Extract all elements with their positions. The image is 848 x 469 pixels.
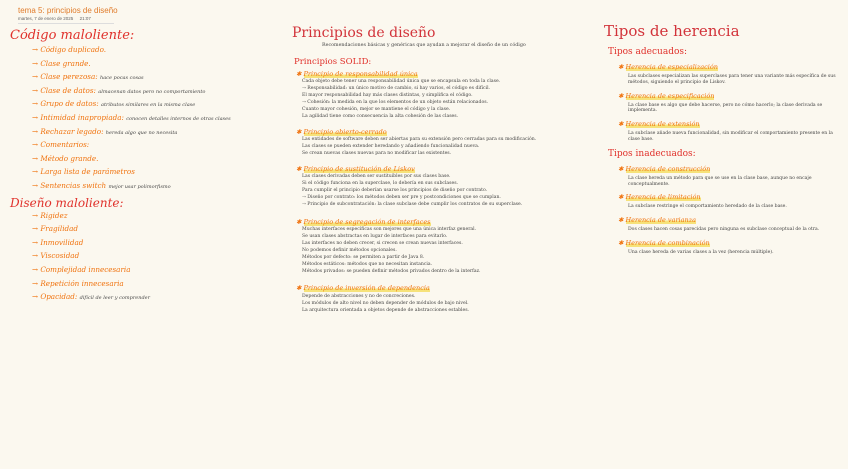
- principle-section: [292, 218, 590, 275]
- header-divider: [18, 23, 114, 24]
- principle-title: Principio de inversión de dependencia: [303, 284, 430, 293]
- arrow-icon: →: [32, 180, 41, 190]
- star-icon: ✱: [296, 69, 304, 78]
- item-label: Fragilidad: [40, 224, 79, 234]
- code-smell-item: [32, 112, 280, 126]
- page-title: tema 5: principios de diseño: [18, 6, 118, 15]
- item-label: Clase grande.: [40, 58, 91, 68]
- item-label: Intimidad inapropiada:: [40, 112, 124, 122]
- bad-design-item: [32, 237, 280, 251]
- principle-line: Muchas interfaces específicas son mejores que una única interfaz general.: [302, 226, 477, 232]
- principle-line: Para cumplir el principio deberían usarse los principios de diseño por contrato.: [302, 187, 488, 193]
- principle-section: [292, 165, 590, 208]
- principle-line: → Responsabilidad: un único motivo de cambio, si hay varios, el código es difícil.: [302, 85, 491, 91]
- date-text: martes, 7 de enero de 2025: [18, 16, 74, 21]
- adequate-title: Tipos adecuados:: [608, 47, 688, 57]
- principle-line: El mayor responsabilidad hay más clases distintas, y simplifica el código.: [302, 92, 473, 98]
- code-smells-list: [32, 44, 280, 194]
- principle-line: Cada objeto debe tener una responsabilidad única que se encapsula en toda la clase.: [302, 78, 501, 84]
- item-note: almacenan datos pero no comportamiento: [98, 88, 206, 95]
- principle-line: → Principio de subcontratación: la clase subclase debe cumplir los contratos de su superclase.: [302, 201, 523, 207]
- arrow-icon: →: [32, 278, 41, 288]
- page-date: [18, 16, 118, 21]
- star-icon: ✱: [618, 120, 626, 129]
- principle-line: → Diseño por contrato: los métodos deben ser pre y postcondiciones que se cumplan.: [302, 194, 501, 200]
- principle-line: → Cohesión: la medida en la que los elementos de un objeto están relacionados.: [302, 99, 489, 105]
- star-icon: ✱: [618, 216, 626, 225]
- star-icon: ✱: [296, 164, 304, 173]
- inheritance-type-title: Herencia de construcción: [625, 164, 711, 173]
- code-smell-item: [32, 85, 280, 99]
- code-smell-item: [32, 153, 280, 167]
- item-label: Grupo de datos:: [40, 99, 99, 109]
- inheritance-type-title: Herencia de combinación: [625, 238, 710, 247]
- item-label: Sentencias switch: [40, 180, 107, 190]
- principle-line: Métodos privados: se pueden definir métodos privados dentro de la interfaz.: [302, 268, 481, 274]
- item-note: mejor usar polimorfismo: [108, 183, 171, 190]
- time-text: 21:07: [79, 16, 91, 21]
- principle-line: Los módulos de alto nivel no deben depender de módulos de bajo nivel.: [302, 300, 469, 306]
- item-label: Repetición innecesaria: [40, 278, 124, 288]
- arrow-icon: →: [32, 237, 41, 247]
- item-label: Complejidad innecesaria: [40, 264, 131, 274]
- arrow-icon: →: [32, 292, 41, 302]
- item-label: Opacidad:: [40, 292, 78, 302]
- left-column: [10, 28, 280, 305]
- bad-design-item: [32, 223, 280, 237]
- arrow-icon: →: [32, 58, 41, 68]
- inadequate-item: [618, 165, 840, 188]
- code-smell-item: [32, 98, 280, 112]
- item-note: conocen detalles internos de otras clases: [126, 115, 231, 122]
- code-smell-item: [32, 126, 280, 140]
- page-header: [18, 6, 118, 24]
- star-icon: ✱: [618, 91, 626, 100]
- bad-design-item: [32, 278, 280, 292]
- item-label: Inmovilidad: [40, 237, 84, 247]
- item-note: hace pocas cosas: [99, 75, 144, 82]
- item-label: Larga lista de parámetros: [40, 167, 135, 177]
- adequate-item: [618, 63, 840, 86]
- code-smell-item: [32, 71, 280, 85]
- middle-column: [292, 25, 590, 313]
- code-smell-item: [32, 139, 280, 153]
- code-smells-title: Código maloliente:: [10, 28, 135, 43]
- arrow-icon: →: [32, 153, 41, 163]
- inheritance-type-text: Una clase hereda de varias clases a la vez (herencia múltiple).: [628, 249, 774, 255]
- item-label: Clase de datos:: [40, 85, 96, 95]
- arrow-icon: →: [32, 85, 41, 95]
- principle-section: [292, 70, 590, 120]
- star-icon: ✱: [618, 238, 626, 247]
- inadequate-list: [604, 165, 840, 256]
- item-note: atributos similares en la misma clase: [100, 102, 196, 109]
- code-smell-item: [32, 44, 280, 58]
- arrow-icon: →: [32, 140, 41, 150]
- principle-line: Las interfaces no deben crecer, si crecen se crean nuevas interfaces.: [302, 240, 463, 246]
- arrow-icon: →: [32, 224, 41, 234]
- adequate-item: [618, 120, 840, 143]
- star-icon: ✱: [296, 127, 304, 136]
- principle-line: Depende de abstracciones y no de concreciones.: [302, 293, 416, 299]
- star-icon: ✱: [618, 164, 626, 173]
- arrow-icon: →: [32, 45, 41, 54]
- inadequate-item: [618, 216, 840, 233]
- bad-design-item: [32, 210, 280, 224]
- inheritance-type-text: La subclase añade nueva funcionalidad, sin modificar el comportamiento presente en la clase base.: [628, 131, 833, 142]
- principle-title: Principio de segregación de interfaces: [303, 217, 431, 226]
- arrow-icon: →: [32, 72, 41, 82]
- code-smell-item: [32, 166, 280, 180]
- inheritance-type-title: Herencia de varianza: [625, 216, 696, 225]
- design-principles-title: Principios de diseño: [292, 25, 436, 41]
- principle-section: [292, 284, 590, 313]
- inheritance-type-title: Herencia de especificación: [625, 91, 715, 100]
- arrow-icon: →: [32, 99, 41, 109]
- solid-title: Principios SOLID:: [294, 56, 372, 67]
- item-label: Viscosidad: [40, 251, 80, 261]
- arrow-icon: →: [32, 251, 41, 261]
- principle-title: Principio abierto-cerrado: [303, 127, 387, 136]
- principle-line: No podemos definir métodos opcionales.: [302, 247, 397, 253]
- arrow-icon: →: [32, 210, 41, 220]
- arrow-icon: →: [32, 167, 41, 177]
- inheritance-type-title: Herencia de extensión: [625, 120, 700, 129]
- item-label: Comentarios:: [40, 140, 90, 150]
- inheritance-type-text: Las subclases especializan las superclases para tener una variante más específica de sus métodos, siguiendo el principio de Liskov.: [628, 74, 836, 85]
- principle-line: Las entidades de software deben ser abiertas para su extensión pero cerradas para su modificación.: [302, 136, 537, 142]
- star-icon: ✱: [296, 284, 304, 293]
- inheritance-type-title: Herencia de limitación: [625, 193, 701, 202]
- item-label: Rigidez: [40, 210, 68, 220]
- inheritance-type-text: La subclase restringe el comportamiento heredado de la clase base.: [628, 204, 787, 210]
- right-column: [604, 22, 840, 256]
- arrow-icon: →: [32, 112, 41, 122]
- inheritance-type-text: La clase hereda un método para que se use en la clase base, aunque no encaje conceptualmente.: [628, 175, 812, 187]
- item-label: Código duplicado.: [40, 45, 107, 54]
- arrow-icon: →: [32, 264, 41, 274]
- design-principles-subtitle: Recomendaciones básicas y genéricas que ayudan a mejorar el diseño de un código: [322, 43, 526, 48]
- arrow-icon: →: [32, 126, 41, 136]
- principle-line: La agilidad tiene como consecuencia la alta cohesión de las clases.: [302, 113, 459, 119]
- principle-line: Las clases se pueden extender heredando y añadiendo funcionalidad nueva.: [302, 143, 480, 149]
- code-smell-item: [32, 58, 280, 72]
- principle-line: Se crean nuevas clases nuevas para no modificar las existentes.: [302, 150, 452, 156]
- inheritance-type-title: Herencia de especialización: [625, 63, 718, 71]
- adequate-item: [618, 92, 840, 115]
- item-note: hereda algo que no necesita: [105, 129, 178, 136]
- inadequate-item: [618, 239, 840, 256]
- inheritance-type-text: Dos clases hacen cosas parecidas pero ninguna es subclase conceptual de la otra.: [628, 227, 820, 233]
- item-label: Clase perezosa:: [40, 72, 98, 82]
- adequate-list: [604, 63, 840, 143]
- bad-design-title: Diseño maloliente:: [10, 195, 124, 210]
- inheritance-type-text: La clase base es algo que debe hacerse, pero no cómo hacerlo; la clase derivada se implementa.: [628, 102, 823, 114]
- principle-line: Cuanto mayor cohesión, mejor se mantiene el código y la clase.: [302, 106, 451, 112]
- code-smell-item: [32, 180, 280, 194]
- principle-line: Si el código funciona en la superclase, lo debería en sus subclases.: [302, 180, 459, 186]
- bad-design-item: [32, 250, 280, 264]
- item-label: Rechazar legado:: [40, 126, 104, 136]
- principle-line: Se usan clases abstractas en lugar de interfaces para evitarlo.: [302, 233, 448, 239]
- bad-design-item: [32, 264, 280, 278]
- inadequate-title: Tipos inadecuados:: [608, 148, 696, 159]
- inheritance-types-title: Tipos de herencia: [604, 22, 740, 40]
- star-icon: ✱: [618, 193, 626, 202]
- principle-line: Métodos estáticos: métodos que no necesitan instancia.: [302, 261, 433, 267]
- principle-line: La arquitectura orientada a objetos depende de abstracciones estables.: [302, 307, 470, 313]
- star-icon: ✱: [618, 63, 626, 71]
- star-icon: ✱: [296, 217, 304, 226]
- bad-design-list: [32, 210, 280, 305]
- inadequate-item: [618, 193, 840, 210]
- solid-sections: [292, 70, 590, 314]
- item-note: difícil de leer y comprender: [79, 295, 150, 302]
- principle-line: Métodos por defecto: se permiten a partir de Java 8.: [302, 254, 425, 260]
- principle-line: Las clases derivadas deben ser sustituibles por sus clases base.: [302, 173, 451, 179]
- principle-section: [292, 128, 590, 157]
- principle-title: Principio de responsabilidad única: [303, 69, 418, 78]
- bad-design-item: [32, 291, 280, 305]
- principle-title: Principio de sustitución de Liskov: [303, 164, 415, 173]
- item-label: Método grande.: [40, 153, 99, 163]
